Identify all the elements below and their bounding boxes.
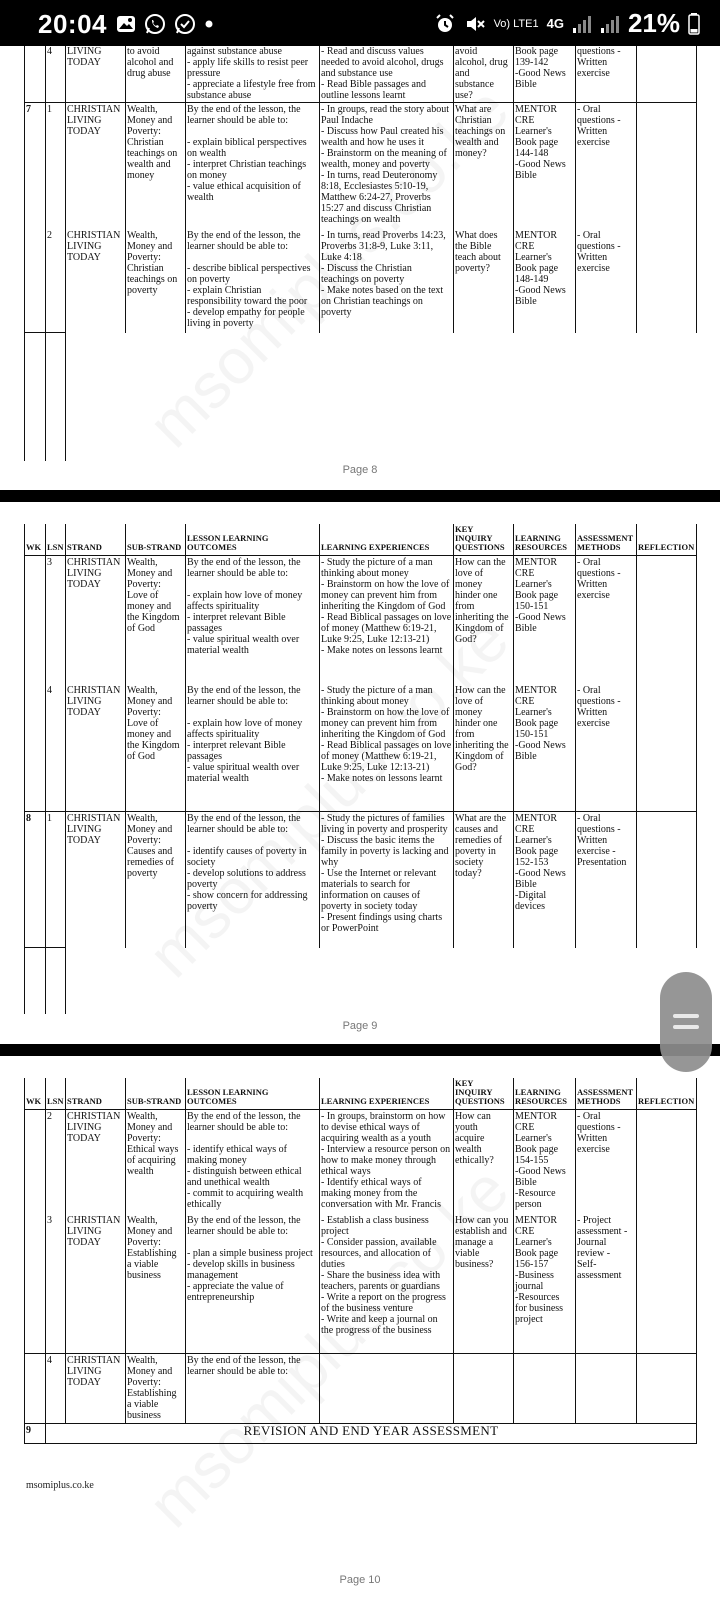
header-assessment: ASSESSMENT METHODS (576, 1078, 637, 1110)
resources-cell: MENTOR CRE Learner's Book page 150-151 -Good News Bible (514, 556, 576, 684)
header-lsn: LSN (46, 524, 66, 556)
resources-cell: MENTOR CRE Learner's Book page 144-148 -Good News Bible (514, 103, 576, 229)
page-separator (0, 1044, 720, 1056)
header-resources: LEARNING RESOURCES (514, 1078, 576, 1110)
substrand-cell: Wealth, Money and Poverty: Ethical ways of acquiring wealth (126, 1110, 186, 1214)
header-wk: WK (25, 524, 46, 556)
alarm-icon (434, 13, 456, 35)
substrand-cell: to avoid alcohol and drug abuse (126, 46, 186, 103)
dot-icon (204, 19, 214, 29)
page-separator (0, 490, 720, 502)
experiences-cell: - Establish a class business project - Consider passion, available resources, and allocation of duties - Share the business idea with teachers, parents or guardians - Write a report on the progress of the business venture - Write and keep a journal on the progress of the business (320, 1214, 454, 1354)
outcomes-cell: By the end of the lesson, the learner should be able to: - describe biblical perspectives on poverty - explain Christian responsibility toward the poor - develop empathy for people living in poverty (186, 229, 320, 333)
footer-site-link[interactable]: msomiplus.co.ke (26, 1480, 94, 1491)
lsn-cell: 1 (46, 103, 66, 229)
resources-cell: MENTOR CRE Learner's Book page 148-149 -Good News Bible (514, 229, 576, 333)
strand-cell: CHRISTIAN LIVING TODAY (66, 1354, 126, 1424)
questions-cell: What does the Bible teach about poverty? (454, 229, 514, 333)
notification-icons (116, 13, 214, 35)
network-label: Vo) LTE1 (493, 17, 539, 30)
experiences-cell: - Read and discuss values needed to avoid alcohol, drugs and substance use - Read Bible passages and outline lessons learnt (320, 46, 454, 103)
page-8 (0, 46, 720, 490)
assessment-cell: - Oral questions - Written exercise - Presentation (576, 812, 637, 948)
outcomes-cell: By the end of the lesson, the learner should be able to: - identify causes of poverty in society - develop solutions to address poverty - show concern for addressing poverty (186, 812, 320, 948)
scheme-table-page-8 (24, 46, 707, 461)
table-header-row (25, 1078, 707, 1110)
mute-icon (464, 13, 486, 35)
week-cell: 7 (25, 103, 46, 229)
assessment-cell: - Oral questions - Written exercise (576, 1110, 637, 1214)
resources-cell (514, 1354, 576, 1424)
status-bar (0, 0, 720, 46)
table-row (25, 556, 707, 684)
assessment-cell: - Project assessment - Journal review - Self- assessment (576, 1214, 637, 1354)
resources-cell: MENTOR CRE Learner's Book page 154-155 -Good News Bible -Resource person (514, 1110, 576, 1214)
reflection-cell (637, 103, 697, 229)
header-substrand: SUB-STRAND (126, 1078, 186, 1110)
experiences-cell: - In groups, read the story about Paul Indache - Discuss how Paul created his wealth and how he uses it - Brainstorm on the meaning of wealth, money and poverty - In turns, read Deuteronomy 8:18, Ecclesiastes 5:10-19, Matthew 6:24-27, Proverbs 15:27 and discuss Christian teachings on wealth (320, 103, 454, 229)
substrand-cell: Wealth, Money and Poverty: Causes and remedies of poverty (126, 812, 186, 948)
table-row (25, 1214, 707, 1354)
status-time: 20:04 (38, 9, 107, 39)
table-row (25, 103, 707, 229)
table-row (25, 812, 707, 948)
assessment-cell: questions - Written exercise (576, 46, 637, 103)
outcomes-cell: By the end of the lesson, the learner should be able to: - identify ethical ways of making money - distinguish between ethical and unethical wealth - commit to acquiring wealth ethically (186, 1110, 320, 1214)
whatsapp-icon (144, 13, 166, 35)
resources-cell: MENTOR CRE Learner's Book page 152-153 -Good News Bible -Digital devices (514, 812, 576, 948)
reflection-cell (637, 1354, 697, 1424)
assessment-cell: - Oral questions - Written exercise (576, 103, 637, 229)
assessment-cell: - Oral questions - Written exercise (576, 556, 637, 684)
table-row (25, 1110, 707, 1214)
table-row (25, 1354, 707, 1424)
table-row (25, 684, 707, 812)
header-strand: STRAND (66, 1078, 126, 1110)
strand-cell: CHRISTIAN LIVING TODAY (66, 556, 126, 684)
substrand-cell: Wealth, Money and Poverty: Establishing a viable business (126, 1214, 186, 1354)
outcomes-cell: By the end of the lesson, the learner should be able to: - explain how love of money affects spirituality - interpret relevant Bible passages - value spiritual wealth over material wealth (186, 684, 320, 812)
outcomes-cell: By the end of the lesson, the learner should be able to: (186, 1354, 320, 1424)
strand-cell: LIVING TODAY (66, 46, 126, 103)
header-outcomes: LESSON LEARNING OUTCOMES (186, 1078, 320, 1110)
table-row (25, 1424, 707, 1444)
header-wk: WK (25, 1078, 46, 1110)
assessment-cell (576, 1354, 637, 1424)
lsn-cell: 4 (46, 684, 66, 812)
reflection-cell (637, 229, 697, 333)
questions-cell: How can youth acquire wealth ethically? (454, 1110, 514, 1214)
lsn-cell: 4 (46, 46, 66, 103)
handle-line-icon (673, 1025, 699, 1029)
handle-line-icon (673, 1014, 699, 1018)
battery-icon (688, 13, 700, 35)
header-questions: KEY INQUIRY QUESTIONS (454, 524, 514, 556)
questions-cell (454, 1354, 514, 1424)
table-row (25, 229, 707, 333)
reflection-cell (637, 684, 697, 812)
experiences-cell: - Study the picture of a man thinking about money - Brainstorm on how the love of money can prevent him from inheriting the Kingdom of God - Read Biblical passages on love of money (Matthew 6:19-21, Luke 9:25, Luke 12:13-21) - Make notes on lessons learnt (320, 684, 454, 812)
whatsapp-business-icon (174, 13, 196, 35)
outcomes-cell: against substance abuse - apply life skills to resist peer pressure - appreciate a lifestyle free from substance abuse (186, 46, 320, 103)
reflection-cell (637, 1110, 697, 1214)
substrand-cell: Wealth, Money and Poverty: Christian teachings on wealth and money (126, 103, 186, 229)
reflection-cell (637, 1214, 697, 1354)
scroll-handle-button[interactable] (660, 972, 712, 1072)
network-type-label: 4G (546, 15, 564, 31)
week-cell: 8 (25, 812, 46, 948)
header-reflection: REFLECTION (637, 1078, 697, 1110)
experiences-cell: - In turns, read Proverbs 14:23, Proverbs 31:8-9, Luke 3:11, Luke 4:18 - Discuss the Christian teachings on poverty - Make notes based on the text on Christian teachings on poverty (320, 229, 454, 333)
resources-cell: MENTOR CRE Learner's Book page 150-151 -Good News Bible (514, 684, 576, 812)
strand-cell: CHRISTIAN LIVING TODAY (66, 1110, 126, 1214)
resources-cell: Book page 139-142 -Good News Bible (514, 46, 576, 103)
header-experiences: LEARNING EXPERIENCES (320, 1078, 454, 1110)
lsn-cell: 3 (46, 556, 66, 684)
substrand-cell: Wealth, Money and Poverty: Love of money and the Kingdom of God (126, 556, 186, 684)
table-row (25, 333, 707, 461)
header-lsn: LSN (46, 1078, 66, 1110)
page-number-label: Page 9 (342, 1020, 378, 1032)
substrand-cell: Wealth, Money and Poverty: Love of money and the Kingdom of God (126, 684, 186, 812)
reflection-cell (637, 46, 697, 103)
lsn-cell: 2 (46, 229, 66, 333)
questions-cell: How can you establish and manage a viable business? (454, 1214, 514, 1354)
lsn-cell: 2 (46, 1110, 66, 1214)
outcomes-cell: By the end of the lesson, the learner should be able to: - explain how love of money affects spirituality - interpret relevant Bible passages - value spiritual wealth over material wealth (186, 556, 320, 684)
week-cell: 9 (25, 1424, 46, 1444)
signal-icon (572, 14, 592, 34)
experiences-cell: - Study the pictures of families living in poverty and prosperity - Discuss the basic items the family in poverty is lacking and why - Use the Internet or relevant materials to search for information on causes of poverty in society today - Present findings using charts or PowerPoint (320, 812, 454, 948)
experiences-cell: - In groups, brainstorm on how to devise ethical ways of acquiring wealth as a youth - Interview a resource person on how to make money through ethical ways - Identify ethical ways of making money from the conversation with Mr. Francis (320, 1110, 454, 1214)
assessment-cell: - Oral questions - Written exercise (576, 229, 637, 333)
resources-cell: MENTOR CRE Learner's Book page 156-157 -Business journal -Resources for business project (514, 1214, 576, 1354)
header-strand: STRAND (66, 524, 126, 556)
outcomes-cell: By the end of the lesson, the learner should be able to: - plan a simple business project - develop skills in business management - appreciate the value of entrepreneurship (186, 1214, 320, 1354)
lsn-cell: 1 (46, 812, 66, 948)
table-row (25, 948, 707, 1014)
reflection-cell (637, 812, 697, 948)
questions-cell: What are the causes and remedies of poverty in society today? (454, 812, 514, 948)
reflection-cell (637, 556, 697, 684)
header-substrand: SUB-STRAND (126, 524, 186, 556)
page-number-label: Page 10 (339, 1574, 381, 1586)
table-row (25, 46, 707, 103)
header-assessment: ASSESSMENT METHODS (576, 524, 637, 556)
page-9 (0, 502, 720, 1044)
page-10 (0, 1056, 720, 1600)
header-resources: LEARNING RESOURCES (514, 524, 576, 556)
scheme-table-page-9 (24, 524, 707, 1014)
substrand-cell: Wealth, Money and Poverty: Christian teachings on poverty (126, 229, 186, 333)
signal-2-icon (600, 14, 620, 34)
gallery-icon (116, 14, 136, 34)
assessment-cell: - Oral questions - Written exercise (576, 684, 637, 812)
lsn-cell: 3 (46, 1214, 66, 1354)
experiences-cell: - Study the picture of a man thinking about money - Brainstorm on how the love of money can prevent him from inheriting the Kingdom of God - Read Biblical passages on love of money (Matthew 6:19-21, Luke 9:25, Luke 12:13-21) - Make notes on lessons learnt (320, 556, 454, 684)
revision-banner: REVISION AND END YEAR ASSESSMENT (46, 1424, 697, 1444)
lsn-cell: 4 (46, 1354, 66, 1424)
questions-cell: What are Christian teachings on wealth and money? (454, 103, 514, 229)
substrand-cell: Wealth, Money and Poverty: Establishing a viable business (126, 1354, 186, 1424)
strand-cell: CHRISTIAN LIVING TODAY (66, 229, 126, 333)
battery-percent: 21% (627, 8, 680, 38)
scheme-table-page-10 (24, 1078, 707, 1444)
questions-cell: avoid alcohol, drug and substance use? (454, 46, 514, 103)
page-number-label: Page 8 (342, 464, 378, 476)
strand-cell: CHRISTIAN LIVING TODAY (66, 103, 126, 229)
questions-cell: How can the love of money hinder one from inheriting the Kingdom of God? (454, 684, 514, 812)
header-reflection: REFLECTION (637, 524, 697, 556)
strand-cell: CHRISTIAN LIVING TODAY (66, 812, 126, 948)
questions-cell: How can the love of money hinder one from inheriting the Kingdom of God? (454, 556, 514, 684)
system-icons (434, 8, 700, 39)
strand-cell: CHRISTIAN LIVING TODAY (66, 684, 126, 812)
table-header-row (25, 524, 707, 556)
outcomes-cell: By the end of the lesson, the learner should be able to: - explain biblical perspectives on wealth - interpret Christian teachings on money - value ethical acquisition of wealth (186, 103, 320, 229)
experiences-cell (320, 1354, 454, 1424)
header-experiences: LEARNING EXPERIENCES (320, 524, 454, 556)
strand-cell: CHRISTIAN LIVING TODAY (66, 1214, 126, 1354)
header-questions: KEY INQUIRY QUESTIONS (454, 1078, 514, 1110)
header-outcomes: LESSON LEARNING OUTCOMES (186, 524, 320, 556)
